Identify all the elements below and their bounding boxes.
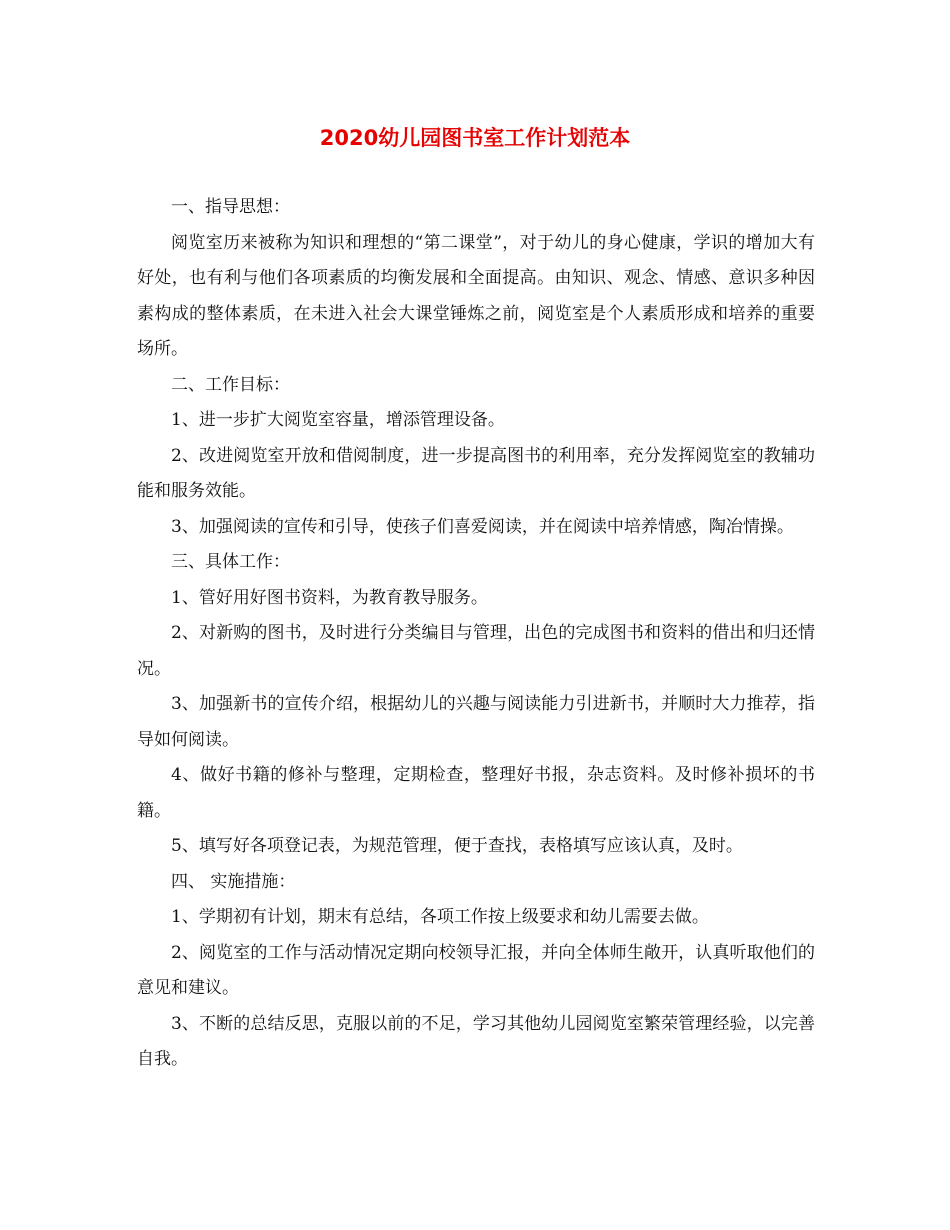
measure-item-1: 1、学期初有计划，期末有总结，各项工作按上级要求和幼儿需要去做。 — [171, 907, 709, 927]
paragraph-guiding-thought: 阅览室历来被称为知识和理想的“第二课堂”，对于幼儿的身心健康，学识的增加大有好处，也有利与他们各项素质的均衡发展和全面提高。由知识、观念、情感、意识多种因素构成的整体素质，在未进入社会大课堂锤炼之前，阅览室是个人素质形成和培养的重要场所。 — [137, 232, 815, 359]
goal-item-1: 1、进一步扩大阅览室容量，增添管理设备。 — [171, 410, 505, 430]
measure-item-3: 3、不断的总结反思，克服以前的不足，学习其他幼儿园阅览室繁荣管理经验，以完善自我。 — [137, 1013, 815, 1069]
measure-item-2: 2、阅览室的工作与活动情况定期向校领导汇报，并向全体师生敞开，认真听取他们的意见和建议。 — [137, 942, 815, 998]
work-item-3: 3、加强新书的宣传介绍，根据幼儿的兴趣与阅读能力引进新书，并顺时大力推荐，指导如何阅读。 — [137, 694, 815, 750]
section-heading-measures: 四、 实施措施： — [171, 871, 296, 892]
document-body — [137, 190, 815, 1078]
goal-item-2: 2、改进阅览室开放和借阅制度，进一步提高图书的利用率，充分发挥阅览室的教辅功能和服务效能。 — [137, 445, 815, 501]
work-item-2: 2、对新购的图书，及时进行分类编目与管理，出色的完成图书和资料的借出和归还情况。 — [137, 623, 815, 679]
section-heading-work-goals: 二、工作目标： — [171, 374, 290, 395]
section-heading-guiding-thought: 一、指导思想： — [171, 197, 290, 217]
work-item-1: 1、管好用好图书资料，为教育教导服务。 — [171, 587, 488, 608]
goal-item-3: 3、加强阅读的宣传和引导，使孩子们喜爱阅读，并在阅读中培养情感，陶冶情操。 — [171, 516, 794, 537]
section-heading-specific-work: 三、具体工作： — [171, 552, 290, 572]
work-item-4: 4、做好书籍的修补与整理，定期检查，整理好书报，杂志资料。及时修补损坏的书籍。 — [137, 765, 815, 821]
work-item-5: 5、填写好各项登记表，为规范管理，便于查找，表格填写应该认真，及时。 — [171, 836, 743, 856]
document-title: 2020幼儿园图书室工作计划范本 — [319, 126, 631, 150]
